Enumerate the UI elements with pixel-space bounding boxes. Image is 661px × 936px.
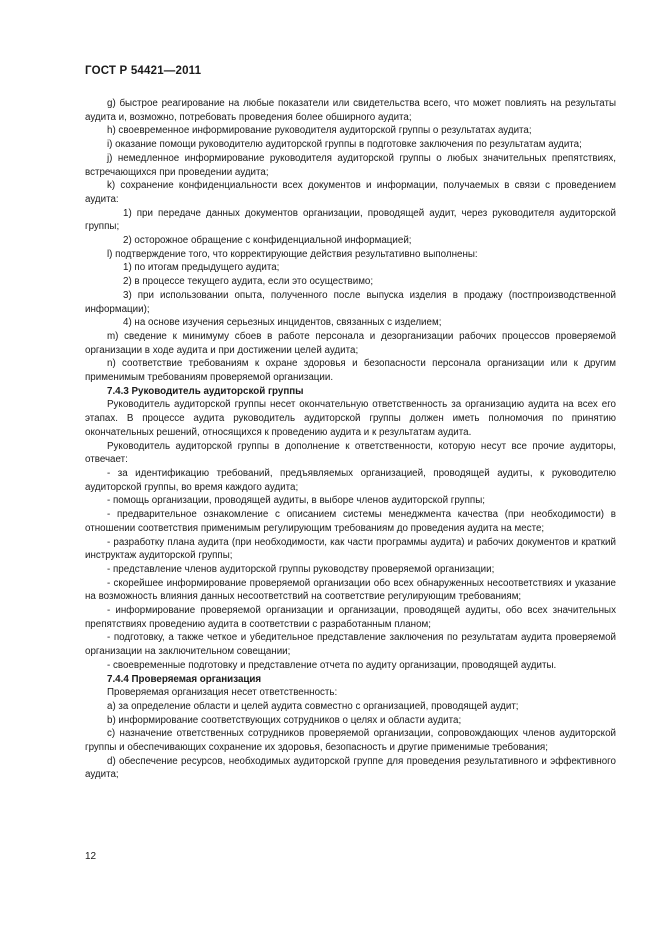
dash-item: - скорейшее информирование проверяемой организации обо всех обнаруженных несоответствиях и указание на возможность влияния данных несоответствий на соответствие регулирующим требованиям; <box>85 577 616 603</box>
list-item-j: j) немедленное информирование руководителя аудиторской группы о любых значительных препятствиях, встречающихся при проведении аудита; <box>85 152 616 178</box>
standard-header: ГОСТ Р 54421—2011 <box>85 65 202 77</box>
list-item-b: b) информирование соответствующих сотрудников о целях и области аудита; <box>107 714 462 726</box>
section-heading-7-4-4: 7.4.4 Проверяемая организация <box>107 673 262 685</box>
list-item-h: h) своевременное информирование руководителя аудиторской группы о результатах аудита; <box>107 125 532 137</box>
dash-item: - представление членов аудиторской группы руководству проверяемой организации; <box>107 563 495 575</box>
list-item-g: g) быстрое реагирование на любые показатели или свидетельства всего, что может повлиять на результаты аудита и, возможно, потребовать проведения более обширного аудита; <box>85 98 616 123</box>
sub-item-l3: 3) при использовании опыта, полученного после выпуска изделия в продажу (постпроизводственной информации); <box>85 289 616 315</box>
dash-item: - разработку плана аудита (при необходимости, как части программы аудита) и рабочих документов и краткий инструктаж аудиторской группы; <box>85 536 616 562</box>
list-item-i: i) оказание помощи руководителю аудиторской группы в подготовке заключения по результатам аудита; <box>107 139 582 151</box>
sub-item-l1: 1) по итогам предыдущего аудита; <box>123 262 280 274</box>
list-item-a: a) за определение области и целей аудита совместно с организацией, проводящей аудит; <box>107 700 519 712</box>
dash-item: - за идентификацию требований, предъявляемых организацией, проводящей аудиты, к руководителю аудиторской группы, во время каждого аудита; <box>85 467 616 493</box>
list-item-l: l) подтверждение того, что корректирующие действия результативно выполнены: <box>107 248 478 260</box>
dash-item: - подготовку, а также четкое и убедительное представление заключения по результатам аудита проверяемой организации на заключительном совещании; <box>85 632 616 658</box>
document-body <box>85 97 616 782</box>
paragraph: Руководитель аудиторской группы в дополнение к ответственности, которую несут все прочие аудиторы, отвечает: <box>85 440 616 466</box>
sub-item-k1: 1) при передаче данных документов организации, проводящей аудит, через руководителя аудиторской группы; <box>85 207 616 233</box>
paragraph: Проверяемая организация несет ответственность: <box>107 687 338 699</box>
list-item-d: d) обеспечение ресурсов, необходимых аудиторской группе для проведения результативного и эффективного аудита; <box>85 755 616 781</box>
sub-item-k2: 2) осторожное обращение с конфиденциальной информацией; <box>123 235 412 247</box>
sub-item-l2: 2) в процессе текущего аудита, если это осуществимо; <box>123 276 374 288</box>
dash-item: - информирование проверяемой организации и организации, проводящей аудиты, обо всех значительных препятствиях проведению аудита в соответствии с разработанным планом; <box>85 605 616 630</box>
list-item-n: n) соответствие требованиям к охране здоровья и безопасности персонала организации или к другим применимым требованиям проверяемой организации. <box>85 358 616 384</box>
dash-item: - своевременные подготовку и представление отчета по аудиту организации, проводящей аудиты. <box>107 659 557 671</box>
page-number: 12 <box>85 851 97 862</box>
list-item-c: c) назначение ответственных сотрудников проверяемой организации, сопровождающих членов аудиторской группы и обеспечивающих сохранение их здоровья, безопасность и другие применимые требования; <box>85 728 616 754</box>
dash-item: - помощь организации, проводящей аудиты, в выборе членов аудиторской группы; <box>107 495 485 507</box>
section-heading-7-4-3: 7.4.3 Руководитель аудиторской группы <box>107 385 304 397</box>
paragraph: Руководитель аудиторской группы несет окончательную ответственность за организацию аудита на всех его этапах. В процессе аудита руководитель аудиторской группы должен иметь полномочия по принятию окончательных решений, относящихся к проведению аудита и к результатам аудита. <box>85 399 616 438</box>
list-item-k: k) сохранение конфиденциальности всех документов и информации, получаемых в связи с проведением аудита: <box>85 180 616 205</box>
sub-item-l4: 4) на основе изучения серьезных инцидентов, связанных с изделием; <box>123 317 442 329</box>
dash-item: - предварительное ознакомление с описанием системы менеджмента качества (при необходимости) в отношении соответствия применимым регулирующим требованиям до проведения аудита на месте; <box>85 509 616 534</box>
list-item-m: m) сведение к минимуму сбоев в работе персонала и дезорганизации рабочих процессов проверяемой организации в ходе аудита и при достижении целей аудита; <box>85 330 616 356</box>
